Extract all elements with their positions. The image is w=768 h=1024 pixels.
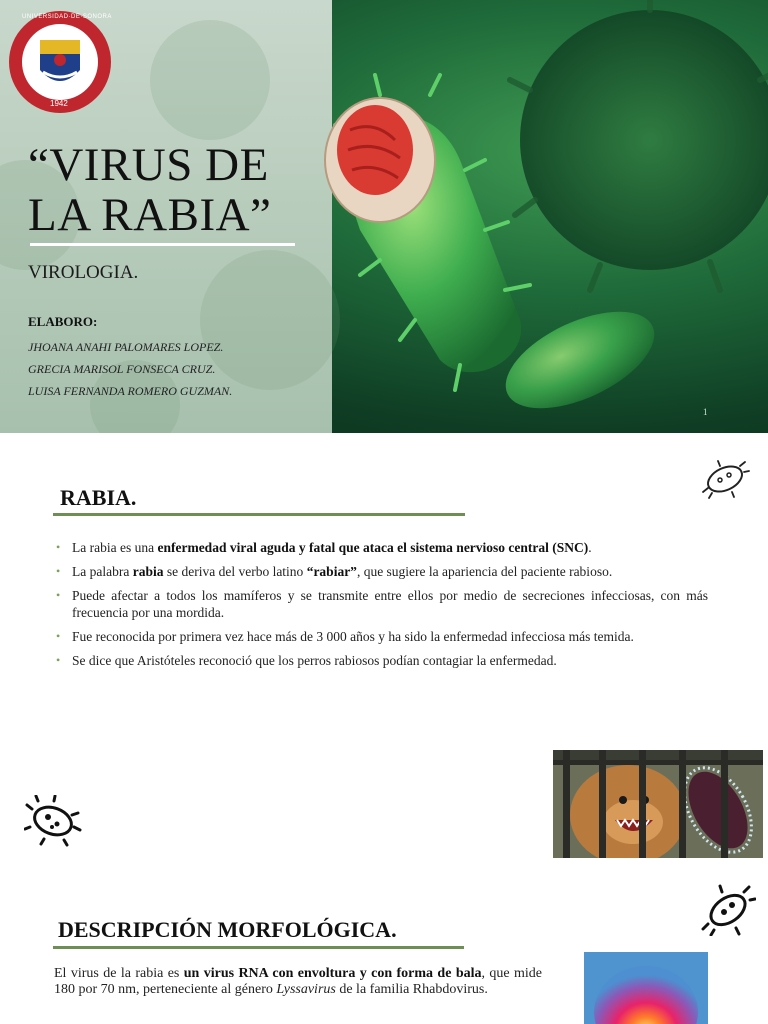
morphology-description: El virus de la rabia es un virus RNA con envoltura y con forma de bala, que mide 180 por 70 nm, perteneciente al género Lyssavirus de la familia Rhabdovirus.: [54, 966, 542, 997]
bacteria-icon: [700, 884, 756, 936]
heading-underline: [53, 513, 465, 516]
author-name: LUISA FERNANDA ROMERO GUZMAN.: [28, 384, 233, 398]
list-item: • La palabra rabia se deriva del verbo latino “rabiar”, que sugiere la apariencia del paciente rabioso.: [56, 564, 613, 579]
microbe-icon: [24, 795, 82, 847]
title-line-2: LA RABIA”: [28, 189, 272, 241]
author-name: JHOANA ANAHI PALOMARES LOPEZ.: [28, 340, 224, 354]
title-underline: [30, 243, 295, 246]
title-line-1: “VIRUS DE: [28, 139, 269, 191]
bacteria-icon: [700, 458, 750, 500]
slide-title: [28, 140, 328, 240]
virus-illustration: [320, 0, 768, 433]
slide-number: 1: [703, 407, 708, 417]
list-item: • Fue reconocida por primera vez hace más de 3 000 años y ha sido la enfermedad infecciosa más temida.: [56, 629, 634, 644]
rabia-bullet-list: [56, 539, 708, 676]
list-item: • Se dice que Aristóteles reconoció que los perros rabiosos podían contagiar la enfermedad.: [56, 653, 557, 668]
seal-text: UNIVERSIDAD·DE·SONORA: [22, 14, 112, 20]
list-item: • La rabia es una enfermedad viral aguda y fatal que ataca el sistema nervioso central (SNC).: [56, 540, 592, 555]
section-heading-rabia: RABIA.: [60, 485, 137, 510]
seal-year: 1942: [50, 99, 68, 108]
authors-label: ELABORO:: [28, 314, 98, 329]
title-slide: [0, 0, 768, 433]
section-heading-morphology: DESCRIPCIÓN MORFOLÓGICA.: [58, 917, 397, 942]
list-item: • Puede afectar a todos los mamíferos y se transmite entre ellos por medio de secreciones infecciosas, con más frecuencia por una mordida.: [56, 588, 708, 620]
authors-list: [28, 336, 232, 402]
heading-underline: [53, 946, 464, 949]
author-name: GRECIA MARISOL FONSECA CRUZ.: [28, 362, 216, 376]
rabid-dog-photo: [553, 750, 763, 858]
slide-subtitle: VIROLOGIA.: [28, 262, 139, 283]
virus-micrograph-photo: [584, 952, 708, 1024]
